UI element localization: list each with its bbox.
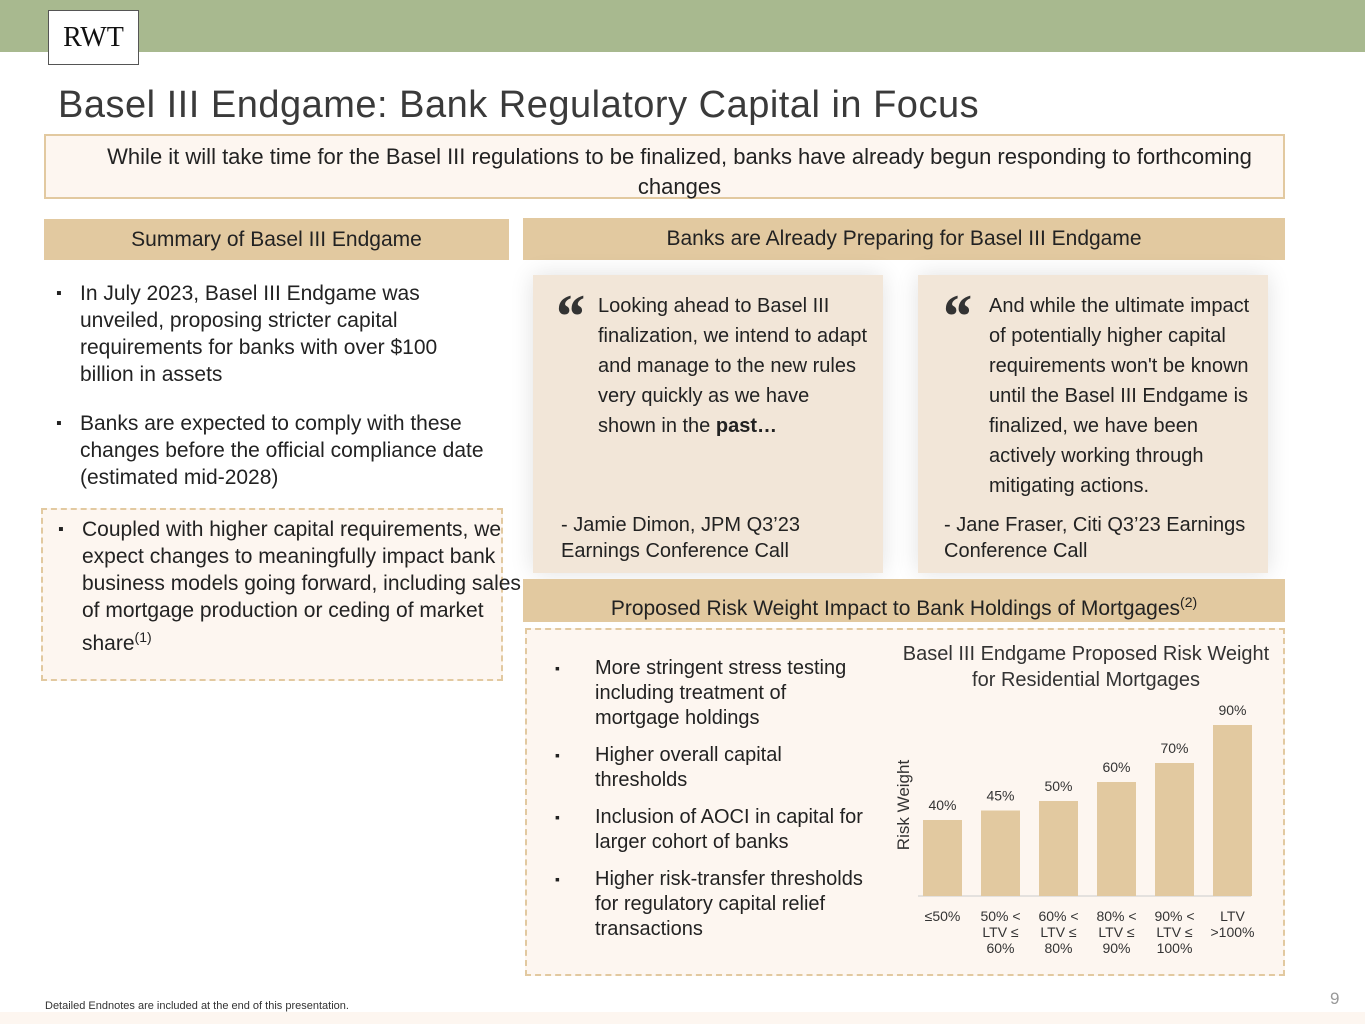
x-tick-label: 100% [1156, 940, 1193, 956]
risk-header-text: Proposed Risk Weight Impact to Bank Holdings of Mortgages [610, 597, 1181, 620]
quote-body: Looking ahead to Basel III finalization, we intend to adapt and manage to the new rules very quickly as we have shown in the [598, 295, 868, 437]
data-label: 45% [986, 787, 1015, 804]
footnote: Detailed Endnotes are included at the end of this presentation. [45, 1000, 349, 1012]
risk-bullet: ▪ More stringent stress testing including treatment of mortgage holdings [555, 656, 865, 731]
quote-body: And while the ultimate impact of potentially higher capital requirements won't be known until the Basel III Endgame is finalized, we have been actively working through mitigating actions. [989, 295, 1250, 497]
subtitle-box [44, 134, 1285, 199]
company-logo: RWT [48, 10, 139, 65]
y-axis-label: Risk Weight [894, 759, 913, 851]
x-tick-label: ≤50% [924, 908, 961, 924]
highlight-bullet [58, 516, 522, 657]
quote-text [989, 291, 1264, 501]
x-tick-label: LTV ≤ [982, 924, 1019, 940]
footnote-ref: (1) [134, 629, 152, 645]
risk-weight-chart [885, 640, 1285, 970]
chart-title-line: for Residential Mortgages [972, 669, 1200, 691]
summary-header: Summary of Basel III Endgame [44, 219, 509, 260]
highlight-box [41, 508, 521, 681]
chart-bar [1097, 782, 1136, 896]
page-title: Basel III Endgame: Bank Regulatory Capital in Focus [58, 84, 980, 126]
data-label: 90% [1218, 702, 1247, 718]
quote-mark-icon: “ [940, 283, 971, 351]
summary-bullet-2 [56, 410, 496, 491]
x-tick-label: 60% [986, 940, 1015, 956]
preparing-header: Banks are Already Preparing for Basel III Endgame [523, 218, 1285, 260]
chart-title-line: Basel III Endgame Proposed Risk Weight [902, 643, 1270, 665]
x-tick-label: 60% < [1038, 908, 1079, 924]
footnote-ref: (2) [1180, 594, 1198, 610]
highlight-text: Coupled with higher capital requirements, we expect changes to meaningfully impact bank business models going forward, including sales of mortgage production or ceding of market share [82, 518, 521, 655]
risk-bullet: ▪ Inclusion of AOCI in capital for larger cohort of banks [555, 805, 865, 855]
bullet-text: ▪ Banks are expected to comply with these changes before the official compliance date (estimated mid-2028) [56, 410, 496, 491]
data-label: 50% [1044, 778, 1073, 794]
quote-bold: past… [715, 415, 777, 437]
x-tick-label: 80% < [1096, 908, 1137, 924]
risk-bullet: ▪ Higher risk-transfer thresholds for regulatory capital relief transactions [555, 867, 865, 942]
data-label: 70% [1160, 740, 1189, 756]
data-label: 40% [928, 797, 957, 813]
x-tick-label: 90% [1102, 940, 1131, 956]
bottom-bar [0, 1012, 1365, 1024]
quote-card-jpm [533, 275, 883, 573]
data-label: 60% [1102, 759, 1131, 775]
risk-bullet: ▪ Higher overall capital thresholds [555, 743, 865, 793]
x-tick-label: LTV ≤ [1156, 924, 1193, 940]
risk-header [523, 579, 1285, 622]
x-tick-label: 50% < [980, 908, 1021, 924]
quote-card-citi [918, 275, 1268, 573]
summary-bullet-1 [56, 280, 496, 388]
risk-bullets [555, 656, 865, 954]
chart-bar [923, 820, 962, 896]
page-number: 9 [1330, 989, 1340, 1008]
bullet-text: ▪ In July 2023, Basel III Endgame was unveiled, proposing stricter capital requirements for banks with over $100 billion in assets [56, 280, 496, 388]
top-banner [0, 0, 1365, 52]
x-tick-label: LTV [1220, 908, 1245, 924]
chart-bar [981, 811, 1020, 897]
quote-attribution: - Jamie Dimon, JPM Q3’23 Earnings Conference Call [561, 514, 800, 562]
x-tick-label: LTV ≤ [1040, 924, 1077, 940]
quote-attribution: - Jane Fraser, Citi Q3’23 Earnings Conference Call [944, 514, 1246, 562]
x-tick-label: LTV ≤ [1098, 924, 1135, 940]
x-tick-label: 80% [1044, 940, 1073, 956]
quote-text [598, 291, 868, 441]
chart-bar [1213, 725, 1252, 896]
x-tick-label: >100% [1210, 924, 1255, 940]
subtitle-text: While it will take time for the Basel III regulations to be finalized, banks have already begun responding to forthcoming changes [107, 144, 1252, 199]
quote-mark-icon: “ [553, 283, 584, 351]
chart-bar [1039, 801, 1078, 896]
x-tick-label: 90% < [1154, 908, 1195, 924]
chart-bar [1155, 763, 1194, 896]
